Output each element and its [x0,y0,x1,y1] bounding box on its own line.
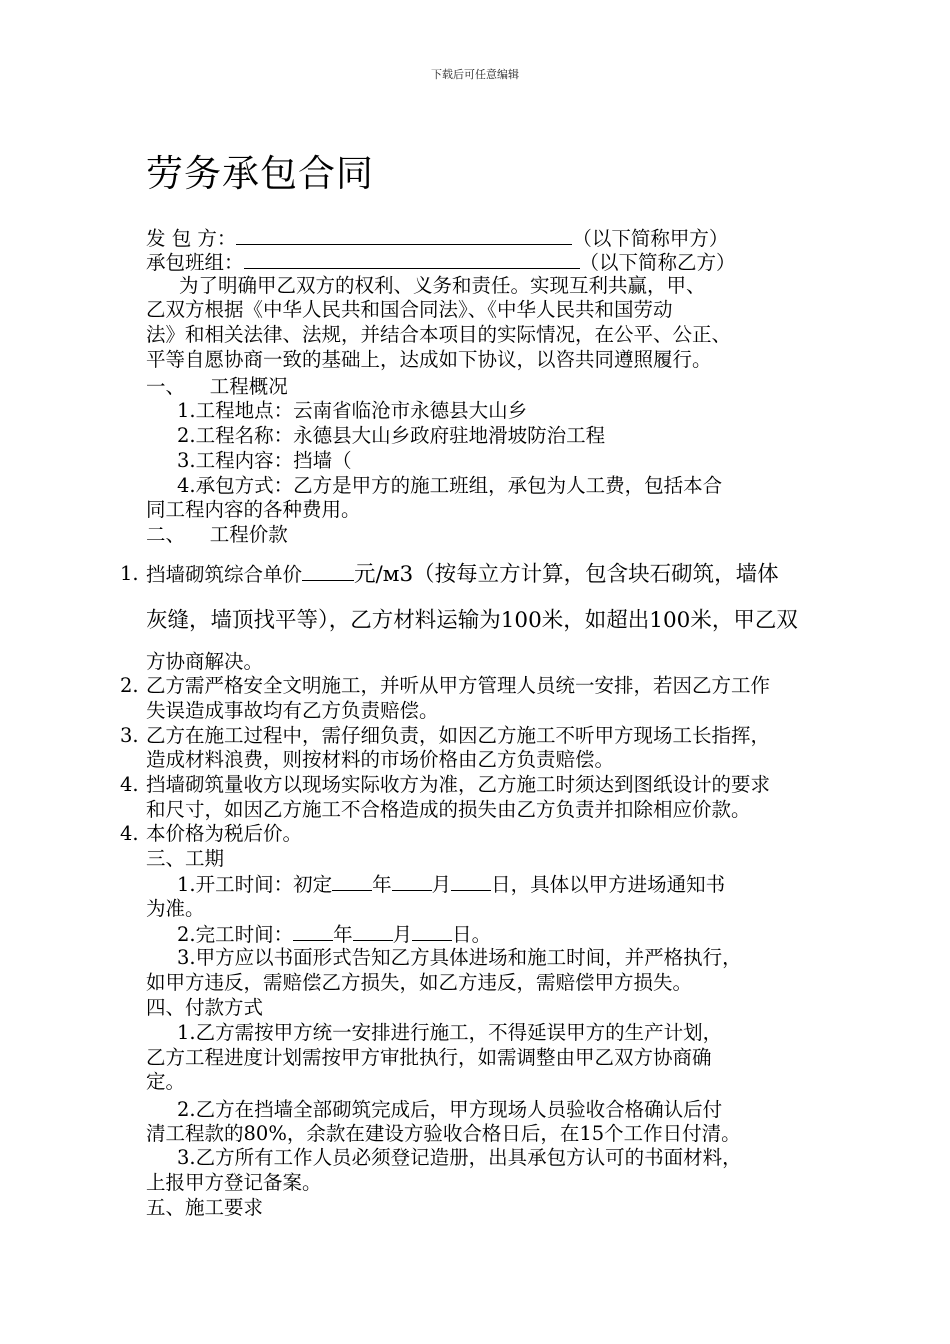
party-a-suffix: （以下简称甲方） [572,227,729,250]
year-label: 年 [333,923,353,946]
list-item: 1.工程地点：云南省临沧市永德县大山乡 [177,399,528,422]
list-number: 3. [120,724,139,747]
end-year-blank[interactable] [293,922,333,941]
party-b-blank[interactable] [244,250,580,269]
day-label: 日。 [452,923,492,946]
clause-line: 1.乙方需按甲方统一安排进行施工，不得延误甲方的生产计划， [177,1021,723,1044]
list-item: 3.工程内容：挡墙（ [177,449,352,472]
list-item: 2.工程名称：永德县大山乡政府驻地滑坡防治工程 [177,424,606,447]
clause-line: 造成材料浪费，则按材料的市场价格由乙方负责赔偿。 [146,748,615,771]
party-a-line [146,226,728,251]
intro-line: 法》和相关法律、法规，并结合本项目的实际情况，在公平、公正、 [146,323,732,346]
intro-line: 乙双方根据《中华人民共和国合同法》、《中华人民共和国劳动 [146,298,673,321]
list-number: 4. [120,822,139,845]
clause-line: 3.甲方应以书面形式告知乙方具体进场和施工时间，并严格执行， [177,946,742,969]
price-line: 灰缝，墙顶找平等），乙方材料运输为100米，如超出100米，甲乙双 [146,608,798,633]
page-header: 下载后可任意编辑 [431,68,519,81]
end-date-label: 2.完工时间： [177,923,294,946]
month-label: 月 [431,873,452,896]
list-item: 4.承包方式：乙方是甲方的施工班组，承包为人工费，包括本合 [177,474,723,497]
unit-price-blank[interactable] [302,562,354,581]
start-year-blank[interactable] [332,872,372,891]
list-number: 2. [120,674,139,697]
intro-line: 为了明确甲乙双方的权利、义务和责任。实现互利共赢，甲、 [179,274,706,297]
section-heading: 三、工期 [146,847,225,870]
end-date-line [177,922,491,947]
clause-line: 2.乙方在挡墙全部砌筑完成后，甲方现场人员验收合格确认后付 [177,1098,723,1121]
end-day-blank[interactable] [412,922,452,941]
list-number: 4. [120,773,139,796]
party-a-label: 发 包 方： [146,227,237,250]
party-b-label: 承包班组： [146,251,244,274]
clause-line: 为准。 [146,897,205,920]
clause-line: 上报甲方登记备案。 [146,1171,322,1194]
clause-line: 如甲方违反，需赔偿乙方损失，如乙方违反，需赔偿甲方损失。 [146,971,693,994]
clause-line: 乙方在施工过程中，需仔细负责，如因乙方施工不听甲方现场工长指挥， [146,724,771,747]
party-b-suffix: （以下简称乙方） [579,251,736,274]
section-heading: 五、施工要求 [146,1196,264,1219]
intro-line: 平等自愿协商一致的基础上，达成如下协议，以咨共同遵照履行。 [146,348,712,371]
party-a-blank[interactable] [236,226,572,245]
start-date-label: 1.开工时间：初定 [177,873,333,896]
clause-line: 清工程款的80%，余款在建设方验收合格日后，在15个工作日付清。 [146,1122,741,1145]
price-line [146,562,779,587]
clause-line: 乙方需严格安全文明施工，并听从甲方管理人员统一安排，若因乙方工作 [146,674,771,697]
section-heading: 二、 工程价款 [146,523,288,546]
clause-line: 3.乙方所有工作人员必须登记造册，出具承包方认可的书面材料， [177,1146,742,1169]
section-heading: 四、付款方式 [146,996,264,1019]
price-desc: 元/м3（按每立方计算，包含块石砌筑，墙体 [354,562,779,587]
list-number: 1. [120,562,139,585]
start-date-line [177,872,725,897]
clause-line: 乙方工程进度计划需按甲方审批执行，如需调整由甲乙双方协商确 [146,1046,712,1069]
page-title: 劳务承包合同 [146,152,374,195]
price-label: 挡墙砌筑综合单价 [146,563,303,586]
list-item-cont: 同工程内容的各种费用。 [146,498,361,521]
end-month-blank[interactable] [353,922,393,941]
section-heading: 一、 工程概况 [146,375,288,398]
year-label: 年 [372,873,392,896]
clause-line: 挡墙砌筑量收方以现场实际收方为准，乙方施工时须达到图纸设计的要求 [146,773,771,796]
clause-line: 失误造成事故均有乙方负责赔偿。 [146,699,439,722]
start-month-blank[interactable] [392,872,432,891]
clause-line: 本价格为税后价。 [146,822,303,845]
clause-line: 定。 [146,1070,186,1093]
month-label: 月 [392,923,413,946]
clause-line: 和尺寸，如因乙方施工不合格造成的损失由乙方负责并扣除相应价款。 [146,798,751,821]
price-line: 方协商解决。 [146,650,264,673]
start-date-note: 日，具体以甲方进场通知书 [491,873,726,896]
party-b-line [146,250,736,275]
start-day-blank[interactable] [451,872,491,891]
